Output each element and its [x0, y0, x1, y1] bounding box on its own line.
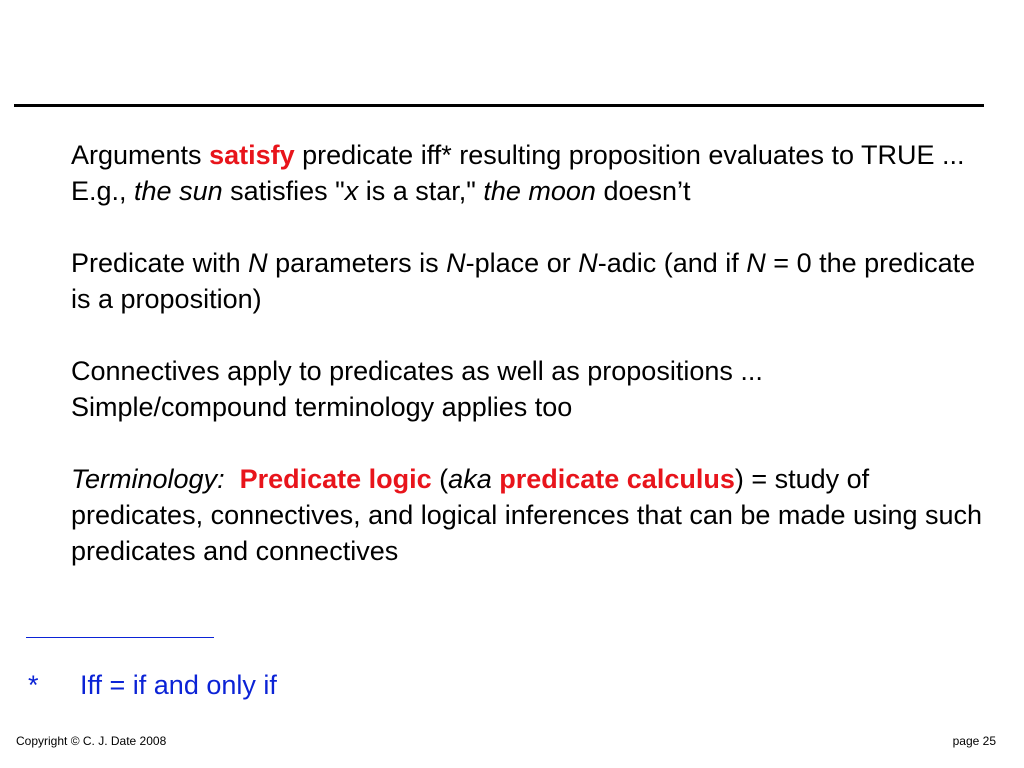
para3-line-2: Simple/compound terminology applies too	[71, 392, 573, 422]
word-aka: aka	[448, 464, 492, 494]
paragraph-satisfy	[71, 137, 991, 209]
example-the-moon: the moon	[483, 176, 596, 206]
footnote-divider	[26, 637, 214, 638]
spacer	[225, 464, 240, 494]
para1-text-1: Arguments	[71, 140, 210, 170]
paragraph-terminology	[71, 461, 991, 569]
footnote-marker: *	[28, 670, 39, 700]
term-predicate-logic: Predicate logic	[239, 464, 432, 494]
para2-text-1: Predicate with	[71, 248, 249, 278]
label-terminology: Terminology:	[71, 464, 225, 494]
para2-text-3: -place or	[465, 248, 579, 278]
page-number: page 25	[952, 734, 996, 748]
variable-n: N	[446, 248, 466, 278]
copyright-notice: Copyright © C. J. Date 2008	[16, 734, 167, 748]
top-divider	[14, 104, 984, 107]
variable-n: N	[578, 248, 598, 278]
para1-text-5: doesn’t	[595, 176, 691, 206]
para1-text-2: predicate iff* resulting proposition evaluates to TRUE ... E.g.,	[71, 140, 965, 206]
para1-text-3: satisfies "	[222, 176, 345, 206]
term-predicate-calculus: predicate calculus	[499, 464, 735, 494]
term-satisfy: satisfy	[209, 140, 295, 170]
para4-text-3: ) = study of predicates, connectives, and logical inferences that can be made using such predicates and connectives	[71, 464, 983, 566]
footnote-text: Iff = if and only if	[80, 670, 277, 700]
para3-line-1: Connectives apply to predicates as well as propositions ...	[71, 356, 763, 386]
variable-n: N	[248, 248, 268, 278]
slide-body	[71, 137, 991, 569]
variable-x: x	[344, 176, 359, 206]
para2-text-2: parameters is	[267, 248, 447, 278]
para2-text-5: = 0 the predicate is a proposition)	[71, 248, 976, 314]
para1-text-4: is a star,"	[358, 176, 484, 206]
para4-text-1: (	[431, 464, 449, 494]
example-the-sun: the sun	[134, 176, 223, 206]
paragraph-connectives	[71, 353, 991, 425]
footnote	[28, 667, 277, 703]
paragraph-n-place	[71, 245, 991, 317]
variable-n: N	[746, 248, 766, 278]
para2-text-4: -adic (and if	[597, 248, 747, 278]
